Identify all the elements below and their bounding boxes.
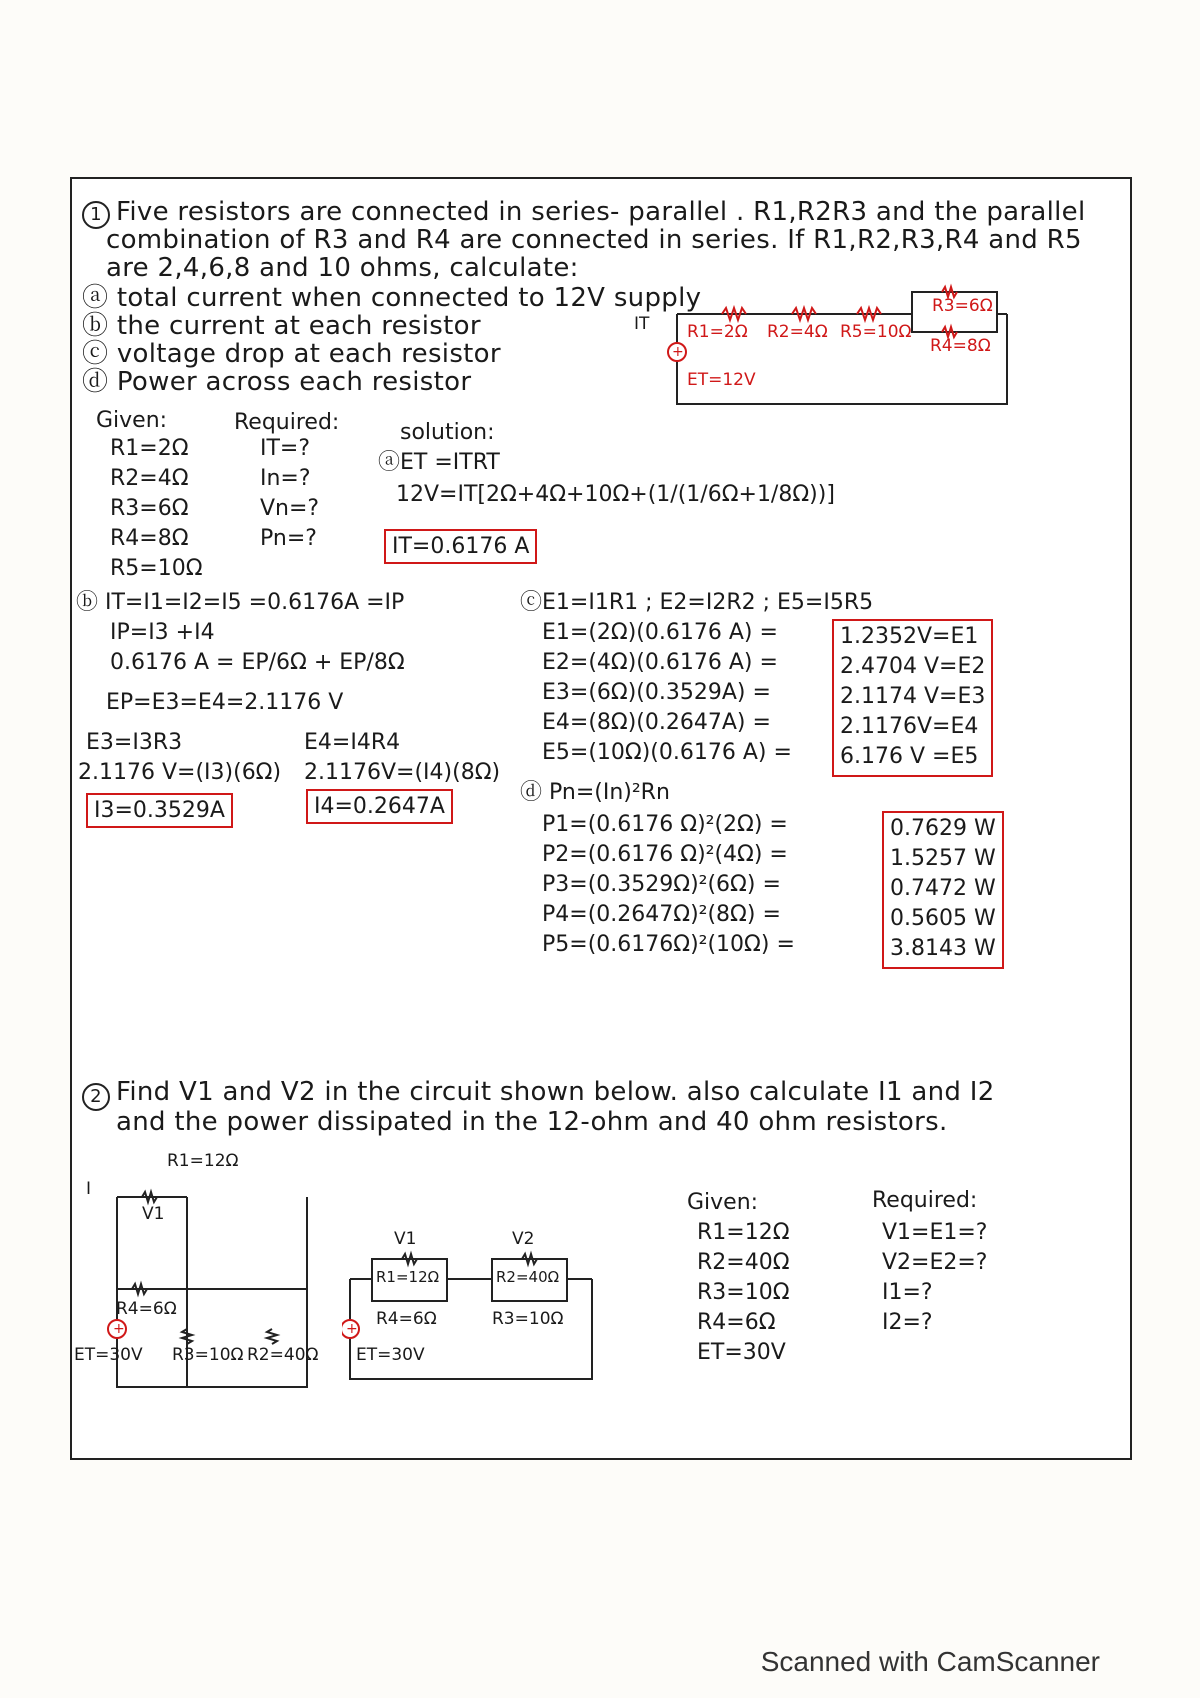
q2-line-1: Find V1 and V2 in the circuit shown below. also calculate I1 and I2 [116, 1077, 995, 1107]
q2-required-item: I1=? [882, 1280, 933, 1305]
c-line: E2=(4Ω)(0.6176 A) = [542, 650, 778, 675]
given-item: R4=8Ω [110, 526, 189, 551]
q2-given-item: R3=10Ω [697, 1280, 790, 1305]
q2-c1-r4: R4=6Ω [116, 1299, 177, 1319]
b-line: 0.6176 A = EP/6Ω + EP/8Ω [110, 650, 405, 675]
q2-c1-plus: + [113, 1321, 125, 1337]
q1-c-answers [832, 619, 993, 777]
c-answer: 1.2352V=E1 [840, 624, 979, 649]
q2-c2-et: ET=30V [356, 1345, 425, 1365]
required-item: Pn=? [260, 526, 317, 551]
q1-circuit-plus: + [672, 344, 684, 360]
d-line: P2=(0.6176 Ω)²(4Ω) = [542, 842, 788, 867]
q1-part-a: ⓐ total current when connected to 12V supply [82, 283, 702, 313]
q2-required-item: I2=? [882, 1310, 933, 1335]
required-item: IT=? [260, 436, 311, 461]
d-answer: 3.8143 W [890, 936, 996, 961]
q2-c1-r1: R1=12Ω [167, 1151, 239, 1171]
c-answer: 6.176 V =E5 [840, 744, 979, 769]
q1-given-title: Given: [96, 408, 168, 433]
q2-circuit-1-svg [72, 1149, 372, 1429]
q1-circuit-r5: R5=10Ω [840, 322, 912, 342]
c-answer: 2.1176V=E4 [840, 714, 979, 739]
q1-b-i4-answer: I4=0.2647A [306, 789, 453, 824]
scanner-watermark: Scanned with CamScanner [760, 1646, 1100, 1677]
q2-c2-r2: R2=40Ω [496, 1268, 560, 1286]
c-answer: 2.1174 V=E3 [840, 684, 986, 709]
q2-line-2: and the power dissipated in the 12-ohm and 40 ohm resistors. [116, 1107, 948, 1137]
q1-a-formula: ⓐET =ITRT [378, 450, 500, 475]
q1-c-work [542, 619, 792, 769]
q1-part-b: ⓑ the current at each resistor [82, 311, 481, 341]
worksheet-page [70, 177, 1132, 1460]
b-line: ⓑ IT=I1=I2=I5 =0.6176A =IP [76, 590, 405, 615]
q1-b-i3-answer: I3=0.3529A [86, 793, 233, 828]
c-line: E4=(8Ω)(0.2647A) = [542, 710, 771, 735]
q2-c1-current: I [86, 1179, 92, 1199]
d-line: P1=(0.6176 Ω)²(2Ω) = [542, 812, 788, 837]
q2-c1-et: ET=30V [74, 1345, 143, 1365]
d-answer: 0.7472 W [890, 876, 996, 901]
q1-circuit-r3: R3=6Ω [932, 296, 993, 316]
q1-circuit-diagram [632, 274, 1082, 414]
required-item: Vn=? [260, 496, 320, 521]
c-answer: 2.4704 V=E2 [840, 654, 986, 679]
q2-number: 2 [82, 1079, 110, 1111]
q2-circuit-2 [342, 1209, 622, 1389]
q2-required-item: V2=E2=? [882, 1250, 988, 1275]
q1-line-2: combination of R3 and R4 are connected in series. If R1,R2,R3,R4 and R5 [106, 225, 1082, 255]
q1-circuit-r2: R2=4Ω [767, 322, 828, 342]
given-item: R1=2Ω [110, 436, 189, 461]
q1-circuit-r4: R4=8Ω [930, 336, 991, 356]
b-e3-line: E3=I3R3 [86, 730, 183, 755]
q2-given-item: ET=30V [697, 1340, 786, 1365]
c-line: E5=(10Ω)(0.6176 A) = [542, 740, 792, 765]
q2-required-item: V1=E1=? [882, 1220, 988, 1245]
q1-b-e3-work [78, 729, 282, 789]
q2-given-item: R4=6Ω [697, 1310, 776, 1335]
q1-part-d: ⓓ Power across each resistor [82, 367, 472, 397]
b-e3-line: 2.1176 V=(I3)(6Ω) [78, 760, 282, 785]
q2-given-item: R2=40Ω [697, 1250, 790, 1275]
d-line: P3=(0.3529Ω)²(6Ω) = [542, 872, 781, 897]
q1-d-work [542, 811, 795, 961]
b-line: IP=I3 +I4 [110, 620, 215, 645]
q1-line-1: Five resistors are connected in series- parallel . R1,R2R3 and the parallel [116, 197, 1086, 227]
q2-given-list [697, 1219, 790, 1369]
q2-c2-r1: R1=12Ω [376, 1268, 440, 1286]
c-line: E1=(2Ω)(0.6176 A) = [542, 620, 778, 645]
given-item: R5=10Ω [110, 556, 203, 581]
q1-a-substitution: 12V=IT[2Ω+4Ω+10Ω+(1/(1/6Ω+1/8Ω))] [396, 482, 835, 507]
q2-given-item: R1=12Ω [697, 1220, 790, 1245]
q2-required-title: Required: [872, 1188, 978, 1213]
q1-c-header: ⓒE1=I1R1 ; E2=I2R2 ; E5=I5R5 [520, 590, 874, 615]
q2-c2-v2: V2 [512, 1229, 535, 1249]
q1-given-list [110, 435, 203, 585]
q2-c1-r3: R3=10Ω [172, 1345, 244, 1365]
q1-circuit-et: ET=12V [687, 370, 756, 390]
b-line: EP=E3=E4=2.1176 V [106, 690, 344, 715]
q1-required-list [260, 435, 319, 555]
q1-circuit-svg [632, 274, 1082, 414]
q1-d-answers [882, 811, 1004, 969]
d-answer: 1.5257 W [890, 846, 996, 871]
d-line: P5=(0.6176Ω)²(10Ω) = [542, 932, 795, 957]
q1-solution-title: solution: [400, 420, 495, 445]
q2-c2-v1: V1 [394, 1229, 417, 1249]
q1-circuit-r1: R1=2Ω [687, 322, 748, 342]
q2-c2-r4: R4=6Ω [376, 1309, 437, 1329]
q1-b-work [76, 589, 405, 719]
q1-b-e4-work [304, 729, 500, 789]
q2-c1-v1: V1 [142, 1204, 165, 1224]
q1-line-3: are 2,4,6,8 and 10 ohms, calculate: [106, 253, 579, 283]
given-item: R3=6Ω [110, 496, 189, 521]
q2-required-list [882, 1219, 988, 1339]
q1-a-answer: IT=0.6176 A [384, 529, 537, 564]
q1-d-header: ⓓ Pn=(In)²Rn [520, 780, 670, 805]
d-answer: 0.7629 W [890, 816, 996, 841]
q2-c2-plus: + [346, 1321, 358, 1337]
required-item: In=? [260, 466, 311, 491]
d-line: P4=(0.2647Ω)²(8Ω) = [542, 902, 781, 927]
q1-circuit-it: IT [634, 314, 650, 334]
b-e4-line: 2.1176V=(I4)(8Ω) [304, 760, 501, 785]
q1-number: 1 [82, 197, 110, 229]
q2-given-title: Given: [687, 1190, 759, 1215]
q1-part-c: ⓒ voltage drop at each resistor [82, 339, 501, 369]
c-line: E3=(6Ω)(0.3529A) = [542, 680, 771, 705]
q1-required-title: Required: [234, 410, 340, 435]
q2-circuit-1 [72, 1149, 372, 1429]
q2-c1-r2: R2=40Ω [247, 1345, 319, 1365]
d-answer: 0.5605 W [890, 906, 996, 931]
given-item: R2=4Ω [110, 466, 189, 491]
b-e4-line: E4=I4R4 [304, 730, 401, 755]
q2-c2-r3: R3=10Ω [492, 1309, 564, 1329]
